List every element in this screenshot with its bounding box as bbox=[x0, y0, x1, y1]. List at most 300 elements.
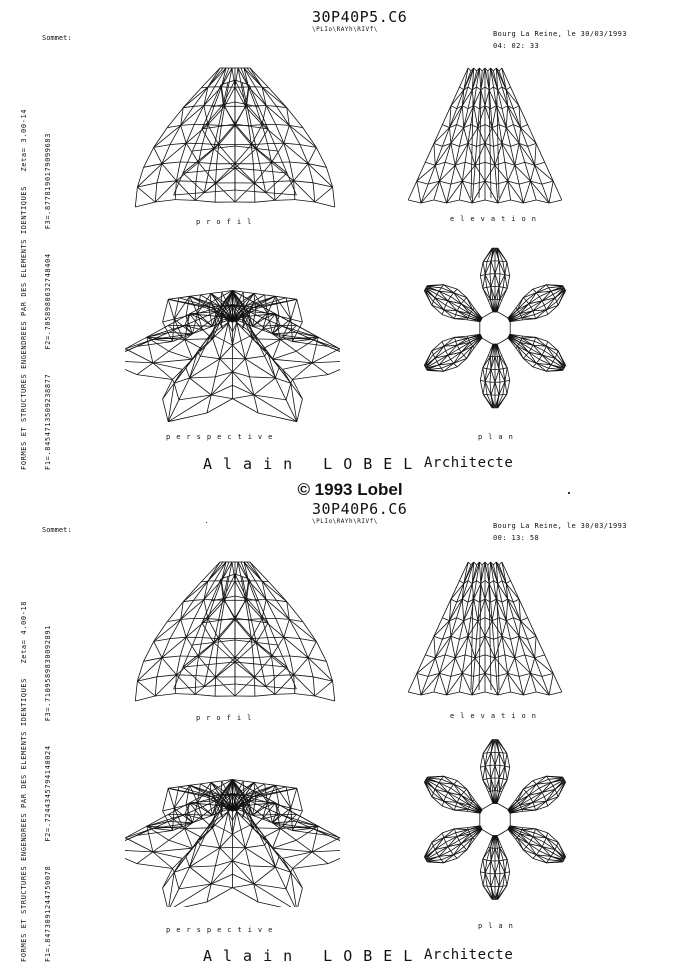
wireframe-edge bbox=[207, 888, 233, 902]
wireframe-edge bbox=[241, 795, 245, 796]
wireframe-edge bbox=[446, 301, 448, 305]
wireframe-edge bbox=[233, 341, 242, 346]
wireframe-edge bbox=[529, 349, 531, 352]
wireframe-edge bbox=[480, 262, 483, 276]
wireframe-edge bbox=[461, 301, 464, 304]
wireframe-edge bbox=[521, 128, 537, 144]
wireframe-edge bbox=[235, 105, 247, 125]
wireframe-edge bbox=[291, 869, 293, 873]
wireframe-edge bbox=[253, 326, 281, 327]
wireframe-edge bbox=[457, 618, 464, 621]
wireframe-edge bbox=[485, 658, 495, 674]
wireframe-edge bbox=[455, 806, 456, 810]
wireframe-edge bbox=[564, 780, 565, 781]
wireframe-edge bbox=[315, 202, 335, 207]
wireframe-edge bbox=[521, 618, 528, 621]
wireframe-edge bbox=[253, 326, 263, 330]
wireframe-edge bbox=[185, 829, 203, 839]
wireframe-edge bbox=[154, 622, 168, 642]
wireframe-edge bbox=[534, 806, 535, 810]
wireframe-edge bbox=[471, 618, 478, 621]
wireframe-edge bbox=[445, 636, 451, 655]
wireframe-edge bbox=[519, 636, 535, 658]
wireframe-edge bbox=[483, 262, 485, 275]
wireframe-edge bbox=[275, 296, 286, 298]
wireframe-edge bbox=[565, 857, 566, 858]
wireframe-edge bbox=[499, 778, 503, 779]
wireframe-edge bbox=[253, 319, 265, 327]
wireframe-edge bbox=[155, 677, 157, 696]
wireframe-edge bbox=[451, 165, 455, 184]
wireframe-edge bbox=[439, 365, 441, 368]
wireframe-edge bbox=[553, 294, 555, 298]
wireframe-edge bbox=[551, 362, 553, 365]
wireframe-edge bbox=[425, 162, 435, 165]
wireframe-edge bbox=[498, 87, 502, 90]
wireframe-edge bbox=[536, 784, 539, 788]
wireframe-edge bbox=[220, 848, 233, 861]
wireframe-edge bbox=[508, 106, 521, 128]
wireframe-edge bbox=[536, 293, 539, 297]
wireframe-edge bbox=[478, 621, 485, 637]
wireframe-edge bbox=[439, 779, 441, 782]
wireframe-edge bbox=[496, 181, 507, 184]
wireframe-edge bbox=[499, 287, 503, 288]
wireframe-edge bbox=[286, 787, 297, 789]
wireframe-edge bbox=[268, 129, 277, 151]
wireframe-edge bbox=[465, 655, 475, 658]
wireframe-edge bbox=[163, 869, 173, 889]
wireframe-edge bbox=[564, 367, 565, 368]
wireframe-edge bbox=[475, 165, 485, 181]
drawing-sheet-1 bbox=[0, 0, 700, 470]
wireframe-edge bbox=[451, 636, 460, 639]
sommet-label: Sommet: bbox=[42, 526, 72, 534]
wireframe-edge bbox=[208, 619, 222, 620]
wireframe-edge bbox=[487, 860, 491, 861]
wireframe-edge bbox=[303, 622, 317, 642]
wireframe-edge bbox=[493, 562, 496, 565]
wireframe-edge bbox=[254, 782, 265, 784]
wireframe-edge bbox=[551, 853, 553, 856]
wireframe-edge bbox=[564, 779, 565, 780]
wireframe-edge bbox=[169, 351, 193, 359]
wireframe-edge bbox=[485, 873, 490, 874]
wireframe-edge bbox=[215, 306, 219, 307]
wireframe-edge bbox=[555, 354, 557, 358]
wireframe-edge bbox=[496, 184, 497, 203]
wireframe-edge bbox=[485, 765, 490, 766]
plan-view bbox=[410, 722, 580, 917]
wireframe-edge bbox=[456, 833, 458, 837]
wireframe-edge bbox=[495, 828, 510, 837]
wireframe-edge bbox=[199, 163, 217, 164]
wireframe-edge bbox=[434, 621, 450, 637]
wireframe-edge bbox=[168, 299, 174, 319]
wireframe-edge bbox=[472, 184, 473, 203]
wireframe-edge bbox=[446, 351, 448, 355]
wireframe-edge bbox=[174, 359, 192, 383]
wireframe-edge bbox=[474, 165, 476, 184]
wireframe-edge bbox=[495, 874, 499, 887]
wireframe-edge bbox=[499, 860, 503, 861]
wireframe-edge bbox=[565, 289, 566, 290]
wireframe-edge bbox=[300, 145, 308, 164]
wireframe-edge bbox=[201, 68, 220, 88]
wireframe-edge bbox=[485, 584, 489, 600]
wireframe-edge bbox=[523, 298, 526, 301]
wireframe-edge bbox=[432, 341, 442, 350]
wireframe-edge bbox=[216, 164, 236, 183]
wireframe-edge bbox=[474, 599, 478, 621]
wireframe-edge bbox=[211, 796, 215, 797]
wireframe-edge bbox=[155, 183, 157, 202]
wireframe-edge bbox=[549, 692, 562, 695]
wireframe-edge bbox=[464, 128, 468, 144]
wireframe-edge bbox=[214, 581, 221, 600]
wireframe-edge bbox=[125, 838, 152, 852]
wireframe-edge bbox=[448, 355, 451, 359]
wireframe-edge bbox=[536, 851, 539, 855]
wireframe-edge bbox=[564, 859, 565, 860]
wireframe-edge bbox=[565, 366, 566, 367]
wireframe-edge bbox=[495, 261, 499, 274]
wireframe-edge bbox=[481, 584, 485, 600]
wireframe-edge bbox=[233, 874, 254, 884]
wireframe-edge bbox=[284, 637, 300, 638]
wireframe-edge bbox=[253, 658, 254, 677]
wireframe-edge bbox=[457, 799, 459, 803]
wireframe-edge bbox=[536, 359, 539, 363]
wireframe-edge bbox=[254, 884, 286, 889]
author-role: Architecte bbox=[424, 947, 513, 963]
wireframe-edge bbox=[424, 781, 425, 782]
wireframe-edge bbox=[529, 795, 531, 798]
wireframe-edge bbox=[483, 368, 485, 382]
wireframe-edge bbox=[196, 676, 216, 678]
wireframe-edge bbox=[542, 673, 553, 676]
wireframe-edge bbox=[523, 673, 530, 695]
wireframe-edge bbox=[535, 143, 536, 165]
wireframe-edge bbox=[549, 673, 553, 695]
wireframe-edge bbox=[291, 380, 293, 384]
wireframe-edge bbox=[417, 181, 428, 184]
wireframe-edge bbox=[263, 829, 281, 839]
wireframe-edge bbox=[555, 298, 557, 302]
wireframe-edge bbox=[235, 658, 255, 677]
wireframe-edge bbox=[432, 833, 442, 842]
wireframe-edge bbox=[426, 860, 427, 861]
wireframe-edge bbox=[500, 765, 505, 766]
wireframe-edge bbox=[467, 298, 475, 309]
wireframe-edge bbox=[564, 368, 565, 369]
wireframe-edge bbox=[220, 306, 224, 307]
wireframe-edge bbox=[163, 380, 173, 400]
wireframe-edge bbox=[433, 846, 435, 850]
wireframe-edge bbox=[211, 307, 215, 308]
wireframe-edge bbox=[481, 90, 485, 106]
wireframe-edge bbox=[211, 385, 232, 395]
wireframe-edge bbox=[444, 346, 446, 351]
wireframe-edge bbox=[505, 873, 507, 886]
wireframe-edge bbox=[163, 788, 169, 811]
wireframe-edge bbox=[203, 815, 213, 819]
wireframe-edge bbox=[565, 858, 566, 859]
wireframe-edge bbox=[531, 799, 533, 803]
wireframe-edge bbox=[435, 143, 451, 165]
wireframe-edge bbox=[315, 696, 335, 701]
wireframe-edge bbox=[536, 829, 547, 838]
wireframe-edge bbox=[491, 274, 495, 287]
wireframe-edge bbox=[235, 183, 255, 202]
timestamp: 04: 02: 33 bbox=[493, 42, 539, 50]
wireframe-edge bbox=[276, 618, 284, 637]
wireframe-edge bbox=[211, 884, 232, 888]
wireframe-edge bbox=[263, 340, 281, 350]
wireframe-edge bbox=[455, 337, 456, 341]
wireframe-edge bbox=[253, 164, 254, 183]
wireframe-edge bbox=[462, 181, 473, 184]
wireframe-edge bbox=[533, 363, 536, 367]
wireframe-edge bbox=[408, 673, 417, 692]
wireframe-edge bbox=[228, 812, 232, 835]
wireframe-edge bbox=[546, 833, 548, 838]
wireframe-edge bbox=[535, 636, 536, 658]
wireframe-edge bbox=[551, 291, 553, 294]
wireframe-edge bbox=[513, 125, 519, 144]
wireframe-edge bbox=[162, 164, 177, 181]
wireframe-edge bbox=[434, 125, 443, 144]
wireframe-edge bbox=[451, 784, 454, 788]
wireframe-edge bbox=[297, 399, 303, 422]
wireframe-edge bbox=[183, 582, 201, 602]
wireframe-edge bbox=[179, 296, 190, 298]
wireframe-edge bbox=[451, 293, 454, 297]
wireframe-edge bbox=[273, 340, 281, 360]
wireframe-edge bbox=[155, 675, 176, 696]
wireframe-edge bbox=[533, 367, 546, 371]
wireframe-edge bbox=[495, 165, 497, 184]
wireframe-edge bbox=[427, 286, 428, 287]
wireframe-edge bbox=[480, 766, 485, 767]
wireframe-edge bbox=[434, 692, 447, 695]
wireframe-edge bbox=[233, 359, 246, 372]
wireframe-edge bbox=[495, 337, 510, 346]
wireframe-edge bbox=[539, 788, 542, 792]
wireframe-edge bbox=[294, 164, 309, 181]
wireframe-edge bbox=[495, 861, 499, 874]
wireframe-edge bbox=[533, 802, 535, 806]
perspective-view bbox=[125, 238, 340, 423]
wireframe-edge bbox=[492, 106, 496, 128]
wireframe-edge bbox=[153, 848, 193, 852]
wireframe-edge bbox=[535, 162, 545, 165]
wireframe-edge bbox=[464, 847, 467, 850]
wireframe-edge bbox=[557, 793, 558, 797]
wireframe-edge bbox=[492, 618, 499, 621]
wireframe-edge bbox=[408, 200, 421, 203]
wireframe-edge bbox=[163, 808, 175, 811]
wireframe-edge bbox=[444, 367, 457, 371]
wireframe-edge bbox=[439, 856, 441, 859]
wireframe-edge bbox=[293, 828, 313, 830]
wireframe-edge bbox=[442, 801, 444, 806]
wireframe-edge bbox=[515, 658, 519, 677]
wireframe-edge bbox=[163, 299, 169, 322]
wireframe-edge bbox=[235, 662, 261, 665]
wireframe-edge bbox=[245, 356, 264, 359]
wireframe-edge bbox=[245, 845, 264, 848]
wireframe-edge bbox=[542, 301, 544, 305]
wireframe-edge bbox=[563, 777, 564, 778]
wireframe-edge bbox=[193, 623, 202, 645]
wireframe-edge bbox=[174, 383, 179, 400]
wireframe-edge bbox=[536, 829, 548, 833]
wireframe-edge bbox=[179, 884, 211, 889]
wireframe-edge bbox=[168, 788, 174, 808]
wireframe-edge bbox=[498, 673, 508, 695]
wireframe-edge bbox=[507, 380, 510, 394]
wireframe-edge bbox=[549, 779, 551, 782]
wireframe-edge bbox=[564, 859, 565, 860]
wireframe-edge bbox=[549, 365, 551, 368]
wireframe-edge bbox=[480, 368, 483, 381]
wireframe-edge bbox=[250, 796, 254, 797]
wireframe-edge bbox=[417, 162, 426, 181]
wireframe-edge bbox=[286, 872, 291, 889]
wireframe-edge bbox=[196, 182, 216, 184]
wireframe-edge bbox=[533, 289, 536, 293]
wireframe-edge bbox=[448, 297, 451, 301]
wireframe-edge bbox=[490, 356, 491, 369]
wireframe-edge bbox=[533, 341, 535, 345]
wireframe-edge bbox=[536, 337, 547, 346]
wireframe-edge bbox=[536, 315, 548, 319]
wireframe-edge bbox=[417, 673, 428, 676]
wireframe-edge bbox=[185, 340, 203, 350]
wireframe-edge bbox=[427, 285, 443, 286]
wireframe-edge bbox=[491, 874, 495, 887]
wireframe-edge bbox=[502, 68, 506, 90]
wireframe-edge bbox=[190, 378, 212, 395]
wireframe-edge bbox=[432, 842, 433, 846]
wireframe-edge bbox=[505, 872, 510, 873]
wireframe-edge bbox=[193, 129, 202, 151]
wireframe-edge bbox=[275, 675, 294, 695]
wireframe-edge bbox=[174, 667, 183, 689]
wireframe-edge bbox=[523, 355, 526, 358]
wireframe-edge bbox=[485, 181, 498, 203]
wireframe-edge bbox=[253, 815, 281, 816]
wireframe-edge bbox=[170, 619, 181, 638]
wireframe-edge bbox=[233, 323, 237, 346]
wireframe-edge bbox=[542, 842, 544, 846]
wireframe-edge bbox=[176, 181, 195, 201]
wireframe-edge bbox=[495, 802, 510, 811]
wireframe-edge bbox=[291, 319, 303, 322]
wireframe-edge bbox=[442, 806, 454, 810]
wireframe-edge bbox=[258, 902, 297, 907]
wireframe-edge bbox=[480, 275, 485, 276]
wireframe-edge bbox=[499, 369, 503, 370]
wireframe-edge bbox=[467, 789, 475, 800]
wireframe-edge bbox=[505, 368, 507, 382]
wireframe-edge bbox=[442, 833, 444, 838]
wireframe-edge bbox=[294, 181, 315, 202]
wireframe-edge bbox=[480, 872, 485, 873]
wireframe-edge bbox=[451, 125, 457, 144]
wireframe-edge bbox=[250, 562, 262, 581]
wireframe-edge bbox=[505, 275, 507, 289]
wireframe-edge bbox=[500, 848, 508, 859]
wireframe-edge bbox=[427, 776, 443, 777]
wireframe-edge bbox=[199, 657, 217, 658]
wireframe-edge bbox=[204, 600, 208, 619]
wireframe-edge bbox=[479, 68, 480, 90]
wireframe-edge bbox=[426, 778, 427, 779]
wireframe-edge bbox=[492, 125, 499, 128]
wireframe-edge bbox=[157, 675, 177, 677]
wireframe-edge bbox=[457, 345, 459, 349]
wireframe-edge bbox=[451, 636, 455, 658]
wireframe-edge bbox=[214, 87, 221, 106]
wireframe-edge bbox=[563, 861, 564, 862]
wireframe-edge bbox=[181, 125, 187, 143]
wireframe-edge bbox=[290, 162, 308, 164]
wireframe-edge bbox=[162, 145, 170, 164]
wireframe-edge bbox=[170, 143, 186, 144]
wireframe-edge bbox=[544, 797, 546, 802]
wireframe-edge bbox=[459, 692, 472, 695]
wireframe-edge bbox=[455, 336, 468, 337]
wireframe-edge bbox=[542, 351, 544, 355]
wireframe-edge bbox=[523, 789, 526, 792]
wireframe-edge bbox=[464, 298, 467, 301]
wireframe-edge bbox=[459, 304, 461, 307]
wireframe-edge bbox=[183, 848, 193, 858]
wireframe-edge bbox=[287, 173, 296, 195]
wireframe-edge bbox=[273, 829, 281, 849]
wireframe-edge bbox=[483, 873, 485, 886]
wireframe-edge bbox=[535, 655, 545, 658]
wireframe-edge bbox=[492, 128, 493, 147]
wireframe-edge bbox=[216, 658, 236, 677]
wireframe-edge bbox=[445, 655, 455, 658]
wireframe-edge bbox=[235, 168, 261, 171]
wireframe-edge bbox=[444, 801, 455, 810]
wireframe-edge bbox=[508, 165, 515, 181]
wireframe-edge bbox=[432, 793, 433, 797]
wireframe-edge bbox=[503, 287, 507, 288]
wireframe-edge bbox=[508, 599, 521, 621]
wireframe-edge bbox=[500, 381, 505, 382]
wireframe-edge bbox=[506, 599, 507, 621]
wireframe-edge bbox=[209, 168, 235, 171]
wireframe-edge bbox=[296, 351, 312, 363]
wireframe-edge bbox=[291, 788, 297, 808]
wireframe-edge bbox=[495, 753, 499, 766]
wireframe-edge bbox=[204, 190, 235, 193]
wireframe-edge bbox=[179, 785, 190, 787]
wireframe-edge bbox=[506, 106, 507, 128]
wireframe-edge bbox=[474, 68, 477, 71]
wireframe-edge bbox=[536, 337, 548, 341]
wireframe-edge bbox=[427, 861, 428, 862]
wireframe-edge bbox=[474, 658, 476, 677]
wireframe-edge bbox=[168, 787, 179, 789]
wireframe-edge bbox=[425, 858, 426, 859]
wireframe-edge bbox=[455, 315, 456, 319]
